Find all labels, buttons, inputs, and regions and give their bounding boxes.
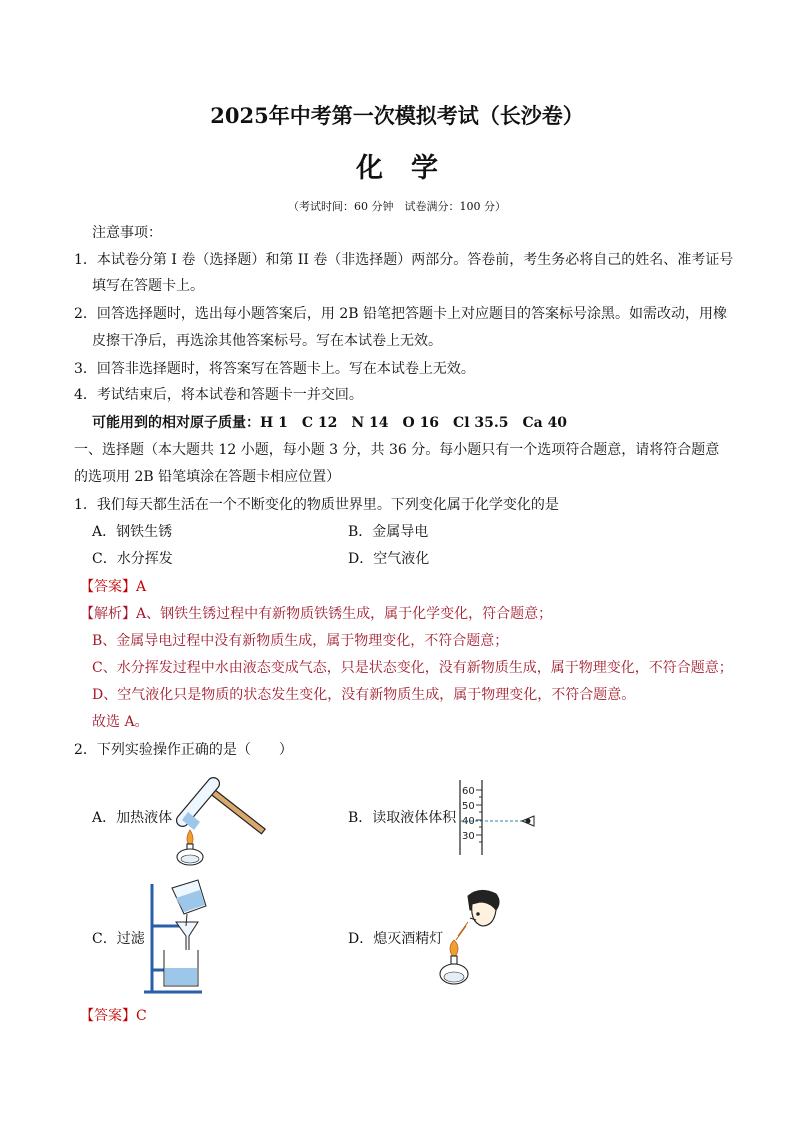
alcohol-lamp: [177, 844, 203, 865]
q1-option-b: B．金属导电: [348, 524, 429, 540]
exam-title: 2025年中考第一次模拟考试（长沙卷）: [210, 103, 584, 128]
blow-lines: [456, 922, 468, 940]
cylinder-tick-30: 30: [462, 831, 475, 842]
q1-option-a: A．钢铁生锈: [92, 524, 173, 540]
cylinder-tick-40: 40: [462, 816, 475, 827]
filtration-illustration: [142, 878, 212, 998]
heating-liquid-illustration: [170, 768, 280, 868]
q2-option-d: D．熄灭酒精灯: [348, 931, 444, 947]
test-tube: [174, 775, 222, 830]
q1-option-d: D．空气液化: [348, 551, 430, 567]
q2-option-a: A．加热液体: [92, 810, 173, 826]
notice-item-1-cont: 填写在答题卡上。: [92, 278, 204, 294]
cylinder-tick-60: 60: [462, 786, 475, 797]
q1-stem: 1．我们每天都生活在一个不断变化的物质世界里。下列变化属于化学变化的是: [74, 497, 559, 513]
extinguish-lamp-illustration: [440, 888, 510, 988]
cylinder-tick-50: 50: [462, 801, 475, 812]
q1-option-c: C．水分挥发: [92, 551, 173, 567]
q2-option-b: B．读取液体体积: [348, 810, 457, 826]
notice-heading: 注意事项：: [92, 225, 162, 241]
exam-info: （考试时间：60 分钟 试卷满分：100 分）: [288, 200, 506, 213]
section1-heading: 一、选择题（本大题共 12 小题，每小题 3 分，共 36 分。每小题只有一个选项符合题意，请将符合题意: [74, 442, 720, 458]
beaker-pour: [172, 880, 206, 926]
eye-icon: [522, 816, 534, 826]
q1-analysis-a: 【解析】A、钢铁生锈过程中有新物质铁锈生成，属于化学变化，符合题意；: [80, 606, 553, 622]
alcohol-lamp: [440, 956, 468, 984]
notice-item-2-cont: 皮擦干净后，再选涂其他答案标号。写在本试卷上无效。: [92, 333, 442, 349]
subject-title: 化学: [356, 153, 466, 184]
notice-item-1: 1．本试卷分第 I 卷（选择题）和第 II 卷（非选择题）两部分。答卷前，考生务必将自己的姓名、准考证号: [74, 252, 734, 268]
q2-option-c: C．过滤: [92, 931, 145, 947]
funnel: [176, 922, 198, 952]
section1-heading-cont: 的选项用 2B 铅笔填涂在答题卡相应位置）: [74, 469, 341, 485]
graduated-cylinder-illustration: [450, 780, 545, 855]
beaker: [164, 950, 198, 986]
test-tube-holder: [206, 786, 265, 834]
q1-analysis-c: C、水分挥发过程中水由液态变成气态，只是状态变化，没有新物质生成，属于物理变化，不符合题意；: [92, 660, 733, 676]
q1-analysis-b: B、金属导电过程中没有新物质生成，属于物理变化，不符合题意；: [92, 633, 509, 649]
notice-item-3: 3．回答非选择题时，将答案写在答题卡上。写在本试卷上无效。: [74, 361, 475, 377]
q1-answer: 【答案】A: [80, 579, 147, 595]
q2-answer: 【答案】C: [80, 1008, 147, 1024]
person-head: [468, 890, 499, 926]
notice-item-2: 2．回答选择题时，选出每小题答案后，用 2B 铅笔把答题卡上对应题目的答案标号涂黑。如需改动，用橡: [74, 306, 728, 322]
q1-conclusion: 故选 A。: [92, 714, 149, 730]
notice-item-4: 4．考试结束后，将本试卷和答题卡一并交回。: [74, 387, 363, 403]
flame: [450, 940, 458, 958]
atomic-masses: 可能用到的相对原子质量：H 1 C 12 N 14 O 16 Cl 35.5 Ca 40: [92, 415, 568, 431]
q2-stem: 2．下列实验操作正确的是（ ）: [74, 742, 293, 758]
q1-analysis-d: D、空气液化只是物质的状态发生变化，没有新物质生成，属于物理变化，不符合题意。: [92, 687, 636, 703]
